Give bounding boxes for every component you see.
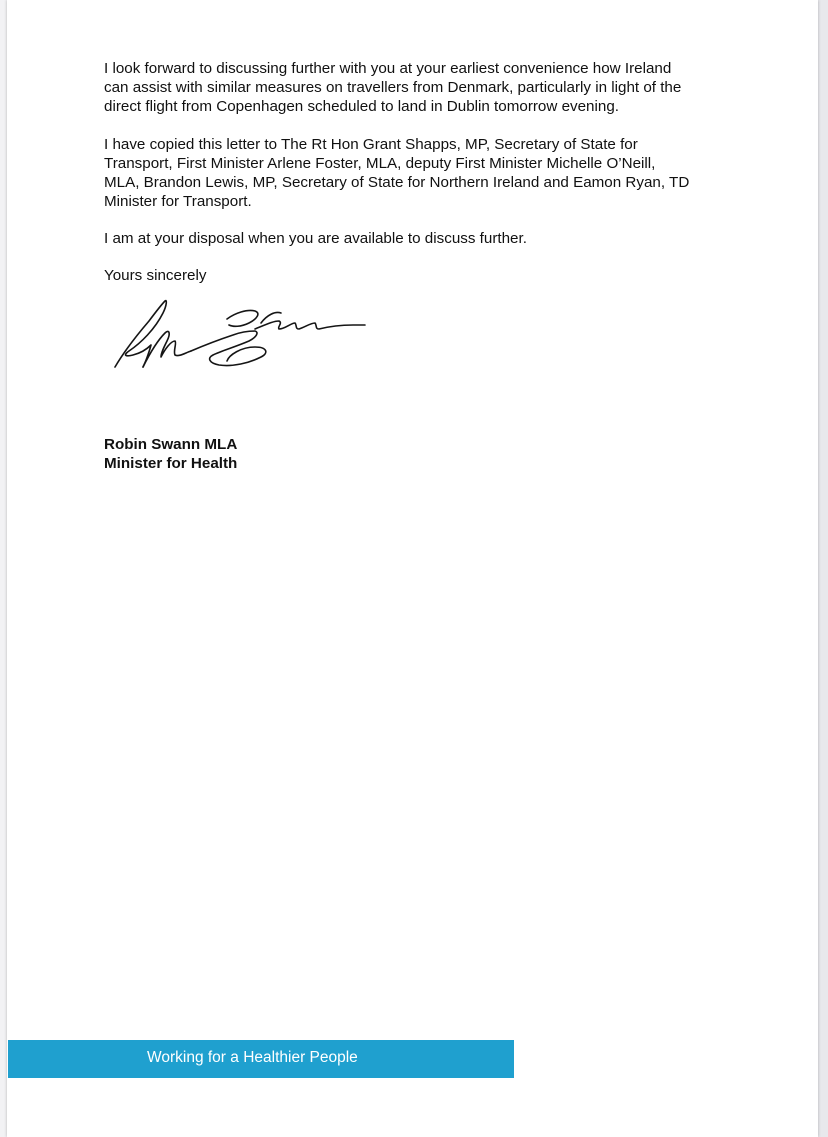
paragraph-discussion [104,59,754,116]
footer-slogan: Working for a Healthier People [147,1049,358,1066]
signature-block [104,435,237,473]
viewer-edge [818,0,828,1137]
text-line: Transport, First Minister Arlene Foster, MLA, deputy First Minister Michelle O’Neill, [104,155,656,172]
signer-title: Minister for Health [104,455,238,472]
text-line: I have copied this letter to The Rt Hon Grant Shapps, MP, Secretary of State for [104,136,638,153]
text-line: I look forward to discussing further with you at your earliest convenience how Ireland [104,60,672,77]
closing-salutation: Yours sincerely [104,267,207,284]
signer-name: Robin Swann MLA [104,436,238,453]
footer-band [8,1040,514,1078]
letter-page [7,0,818,1137]
text-line: MLA, Brandon Lewis, MP, Secretary of State for Northern Ireland and Eamon Ryan, TD [104,174,690,191]
handwritten-signature [109,295,371,375]
paragraph-disposal: I am at your disposal when you are available to discuss further. [104,230,527,247]
text-line: can assist with similar measures on travellers from Denmark, particularly in light of the [104,79,682,96]
text-line: Minister for Transport. [104,193,252,210]
text-line: direct flight from Copenhagen scheduled to land in Dublin tomorrow evening. [104,98,619,115]
paragraph-copied-to [104,135,754,211]
